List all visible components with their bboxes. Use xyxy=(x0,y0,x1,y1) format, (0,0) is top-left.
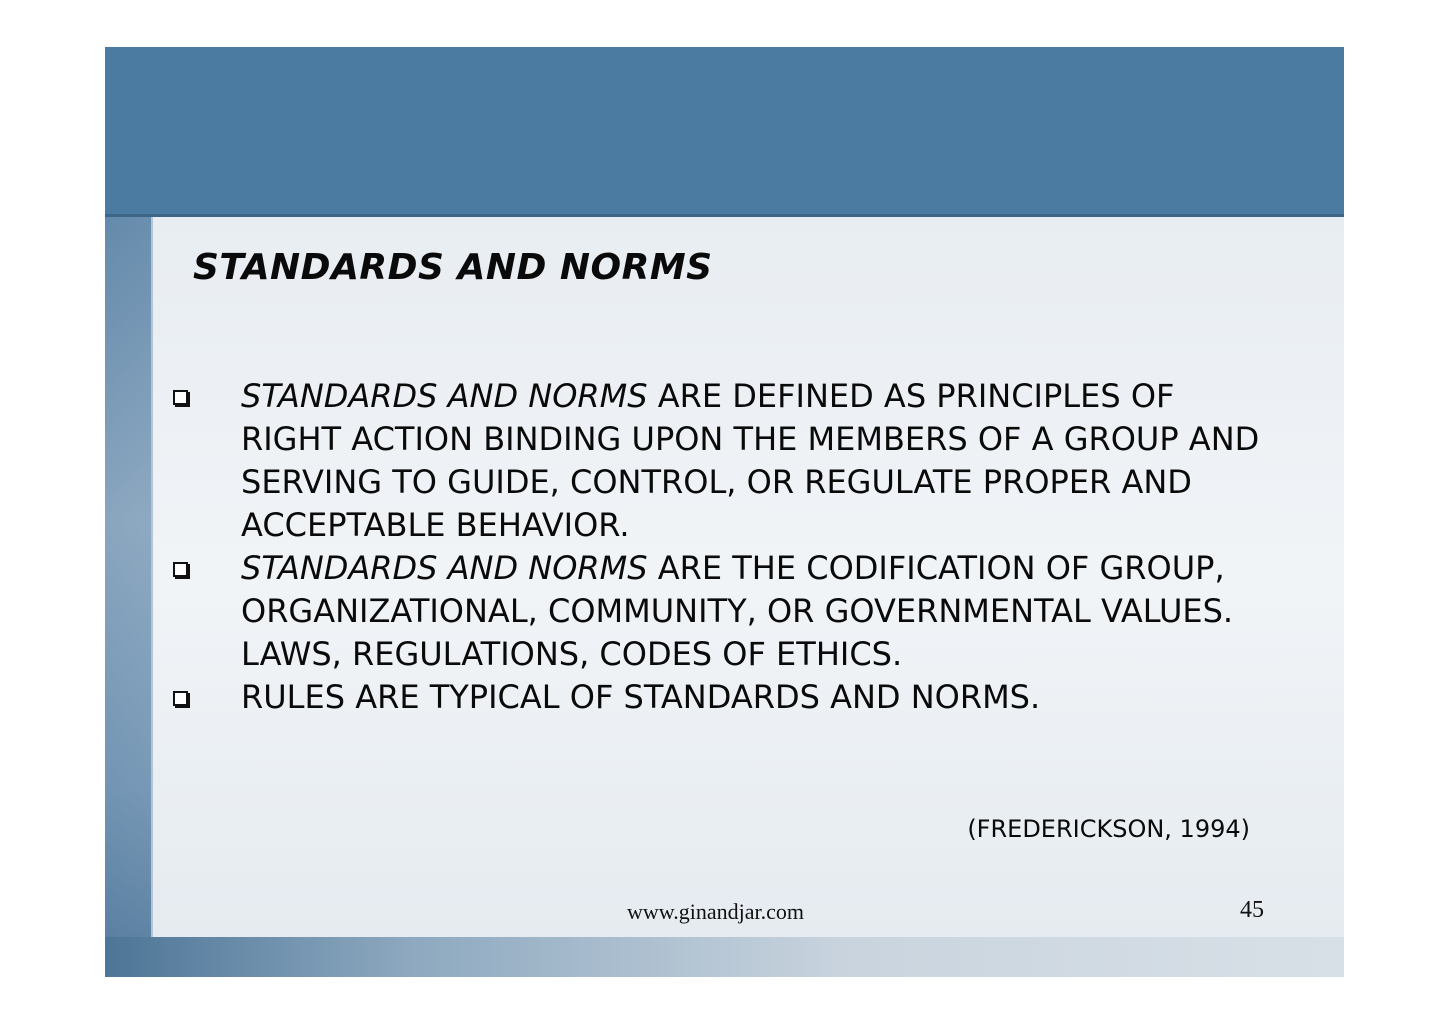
bullet-text: ARE THE CODIFICATION OF GROUP, ORGANIZATIONAL, COMMUNITY, OR GOVERNMENTAL VALUES. LAWS, REGULATIONS, CODES OF ETHICS. xyxy=(241,549,1234,673)
bullet-item xyxy=(161,547,1271,676)
left-decorative-panel xyxy=(105,217,151,977)
bullet-list xyxy=(161,375,1271,719)
checkbox-square-icon xyxy=(173,562,188,577)
page-number: 45 xyxy=(1240,897,1264,923)
footer-url: www.ginandjar.com xyxy=(627,899,804,924)
bullet-italic-lead: STANDARDS AND NORMS xyxy=(241,549,648,587)
bullet-text: ARE DEFINED AS PRINCIPLES OF RIGHT ACTION BINDING UPON THE MEMBERS OF A GROUP AND SERVING TO GUIDE, CONTROL, OR REGULATE PROPER AND ACCEPTABLE BEHAVIOR. xyxy=(241,377,1260,544)
background-watermark-image: ⁣ xyxy=(888,707,912,778)
bullet-text: RULES ARE TYPICAL OF STANDARDS AND NORMS. xyxy=(241,678,1041,716)
slide xyxy=(105,47,1344,977)
bullet-italic-lead: STANDARDS AND NORMS xyxy=(241,377,648,415)
bullet-item xyxy=(161,676,1271,719)
slide-title: STANDARDS AND NORMS xyxy=(193,247,713,288)
citation: (FREDERICKSON, 1994) xyxy=(967,815,1250,843)
slide-header-band xyxy=(105,47,1344,217)
bottom-decorative-band xyxy=(105,937,1344,977)
bullet-item xyxy=(161,375,1271,547)
checkbox-square-icon xyxy=(173,390,188,405)
checkbox-square-icon xyxy=(173,691,188,706)
